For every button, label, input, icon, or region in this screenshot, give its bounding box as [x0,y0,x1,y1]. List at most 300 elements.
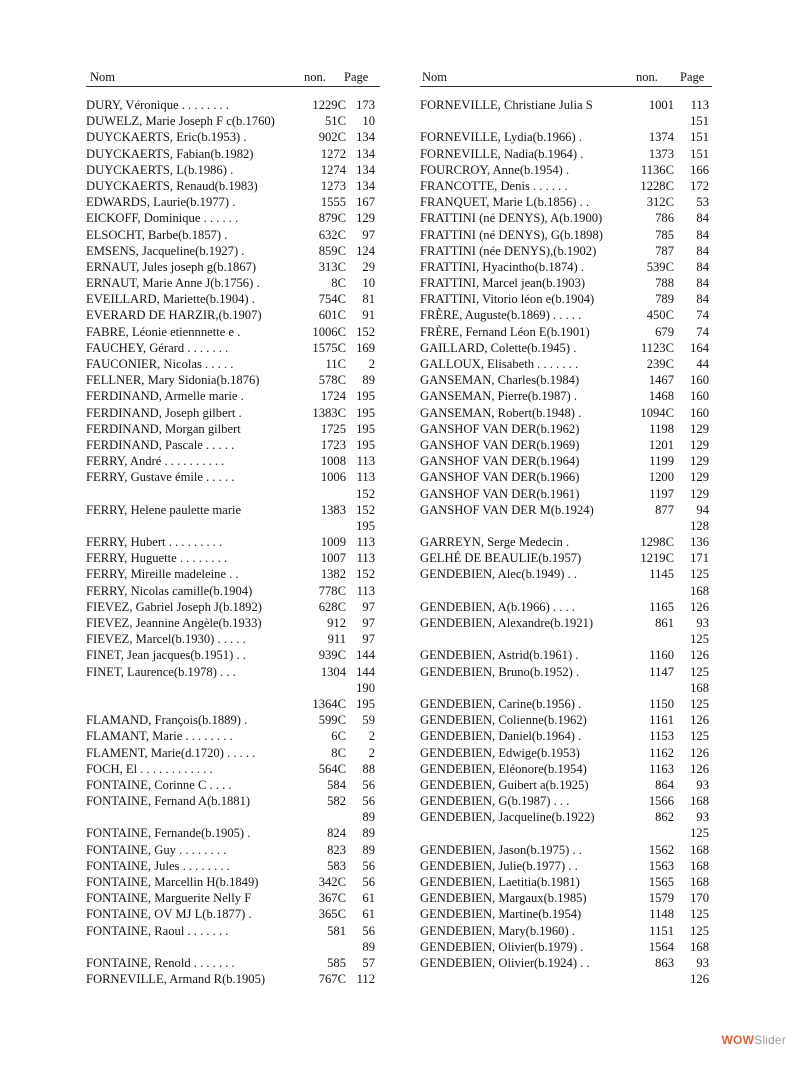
entry-page: 84 [696,243,709,258]
index-entry [86,243,380,259]
entry-name: GENDEBIEN, Jason(b.1975) . . [420,842,582,857]
entry-page: 124 [356,243,375,258]
index-entry [420,437,712,453]
entry-number: 1468 [648,389,674,404]
entry-number: 1364C [312,696,346,711]
entry-page: 56 [362,858,375,873]
index-entry [86,696,380,712]
entry-number: 1298C [640,535,674,550]
index-entry [420,146,712,162]
entry-page: 81 [362,292,375,307]
entry-name: GANSHOF VAN DER M(b.1924) [420,502,594,517]
entry-name: GENDEBIEN, Bruno(b.1952) . [420,664,580,679]
entry-number: 367C [318,891,346,906]
index-entry [420,534,712,550]
entry-number: 912 [327,616,346,630]
entry-number: 1555 [320,195,346,210]
index-entry [420,291,712,307]
entry-number: 1373 [648,146,674,161]
entry-name: FERRY, Mireille madeleine . . [86,567,239,582]
entry-name: FRATTINI (né DENYS), G(b.1898) [420,227,603,242]
entry-page: 152 [356,567,375,582]
entry-number: 1007 [320,551,346,566]
index-entry [420,923,712,939]
entry-name: GENDEBIEN, Alexandre(b.1921) [420,616,594,630]
entry-page: 172 [690,178,709,193]
entry-number: 824 [327,826,346,841]
entry-name: DUYCKAERTS, Renaud(b.1983) [86,178,258,193]
index-entry [86,162,380,178]
index-entry [420,906,712,922]
index-entry [86,955,380,971]
entry-page: 152 [356,324,375,339]
index-entry [420,793,712,809]
entry-page: 93 [696,955,709,970]
entry-number: 911 [327,632,346,647]
entry-page: 168 [690,680,709,695]
index-entry [86,777,380,793]
index-entry [420,777,712,793]
entry-name: FONTAINE, Jules . . . . . . . . [86,858,230,873]
entry-number: 823 [327,842,346,857]
entry-name: FONTAINE, Corinne C . . . . [86,777,232,792]
index-entry [420,129,712,145]
entry-name: EICKOFF, Dominique . . . . . . [86,211,239,226]
index-rows-left [86,97,380,987]
entry-number: 1219C [640,551,674,566]
entry-page: 125 [690,826,709,841]
index-entry [420,858,712,874]
entry-name: FRATTINI, Hyacintho(b.1874) . [420,259,585,274]
entry-name: FOURCROY, Anne(b.1954) . [420,162,570,177]
entry-number: 1566 [648,794,674,809]
entry-page: 56 [362,875,375,889]
entry-number: 583 [327,858,346,873]
entry-number: 1201 [648,437,674,452]
entry-name: GENDEBIEN, Eléonore(b.1954) [420,761,587,776]
index-entry [420,696,712,712]
index-entry [86,502,380,518]
entry-number: 1383 [320,502,346,517]
entry-name: FOCH, El . . . . . . . . . . . . [86,761,213,776]
entry-page: 112 [356,972,375,987]
entry-page: 89 [362,826,375,841]
entry-name: FABRE, Léonie etiennnette e . [86,324,241,339]
index-entry [420,955,712,971]
entry-name: GENDEBIEN, Laetitia(b.1981) [420,875,580,889]
entry-number: 1383C [312,405,346,420]
entry-page: 195 [356,389,375,404]
entry-name: FERDINAND, Joseph gilbert . [86,405,242,420]
entry-number: 859C [318,243,346,258]
entry-number: 1151 [649,923,674,938]
index-entry [86,146,380,162]
index-entry [86,647,380,663]
header-non: non. [636,70,658,84]
index-entry [86,340,380,356]
entry-name: DUYCKAERTS, L(b.1986) . [86,162,234,177]
index-entry [86,469,380,485]
entry-page: 168 [690,858,709,873]
index-column-left [86,70,380,987]
entry-number: 1001 [648,98,674,112]
index-entry [420,259,712,275]
index-entry [86,858,380,874]
entry-page: 89 [362,842,375,857]
entry-number: 1272 [320,146,346,161]
index-entry [86,227,380,243]
index-entry [86,437,380,453]
index-entry [86,194,380,210]
entry-page: 94 [696,502,709,517]
entry-page: 173 [356,98,375,112]
entry-number: 1163 [649,761,674,776]
entry-page: 169 [356,340,375,355]
entry-name: GANSHOF VAN DER(b.1966) [420,470,580,485]
entry-page: 168 [690,875,709,889]
entry-number: 1564 [648,939,674,954]
entry-name: FONTAINE, OV MJ L(b.1877) . [86,907,252,922]
index-entry [420,680,712,696]
entry-page: 125 [690,923,709,938]
entry-name: GANSHOF VAN DER(b.1961) [420,486,580,501]
entry-name: GANSHOF VAN DER(b.1969) [420,437,580,452]
entry-page: 97 [362,599,375,614]
index-entry [420,842,712,858]
entry-page: 168 [690,842,709,857]
entry-name: FONTAINE, Guy . . . . . . . . [86,842,227,857]
entry-page: 195 [356,696,375,711]
entry-page: 168 [690,794,709,809]
index-entry [420,340,712,356]
index-entry [420,502,712,518]
entry-name: EVEILLARD, Mariette(b.1904) . [86,292,255,307]
entry-page: 113 [356,470,375,485]
entry-number: 1274 [320,162,346,177]
watermark-part-a: WOW [721,1033,755,1047]
entry-name: FRATTINI (né DENYS), A(b.1900) [420,211,603,226]
index-entry [420,113,712,129]
index-entry [86,680,380,696]
entry-name: GENDEBIEN, Alec(b.1949) . . [420,567,578,582]
entry-number: 11C [325,357,346,371]
entry-number: 788 [655,276,674,291]
entry-number: 1197 [649,486,674,501]
entry-name: FERRY, Nicolas camille(b.1904) [86,583,253,598]
header-page: Page [680,70,705,84]
entry-number: 1147 [649,664,674,679]
entry-page: 56 [362,923,375,938]
entry-name: ELSOCHT, Barbe(b.1857) . [86,227,228,242]
entry-name: GENDEBIEN, Carine(b.1956) . [420,696,582,711]
index-entry [86,599,380,615]
entry-page: 125 [690,664,709,679]
entry-number: 1725 [320,421,346,436]
entry-page: 113 [356,551,375,566]
entry-page: 2 [368,729,375,744]
index-entry [420,518,712,534]
index-entry [420,971,712,987]
index-entry [86,712,380,728]
entry-page: 84 [696,259,709,274]
entry-page: 134 [356,162,375,177]
entry-name: FERRY, Hubert . . . . . . . . . [86,535,223,550]
entry-name: FERDINAND, Morgan gilbert [86,421,241,436]
index-entry [86,890,380,906]
entry-name: FONTAINE, Fernand A(b.1881) [86,794,251,809]
index-entry [420,194,712,210]
entry-page: 89 [362,810,375,825]
index-entry [86,388,380,404]
entry-page: 170 [690,891,709,906]
entry-number: 1150 [649,696,674,711]
index-entry [86,971,380,987]
index-entry [86,874,380,890]
header-page: Page [344,70,369,84]
entry-page: 84 [696,211,709,226]
entry-number: 902C [318,130,346,145]
index-entry [86,291,380,307]
entry-name: EMSENS, Jacqueline(b.1927) . [86,243,245,258]
entry-number: 1153 [649,729,674,744]
entry-name: FONTAINE, Marguerite Nelly F [86,891,252,906]
index-entry [86,178,380,194]
entry-page: 93 [696,777,709,792]
entry-name: GELHÉ DE BEAULIE(b.1957) [420,551,582,566]
entry-number: 8C [331,276,346,291]
entry-number: 1145 [649,567,674,582]
entry-page: 126 [690,745,709,760]
entry-number: 1228C [640,178,674,193]
entry-name: EDWARDS, Laurie(b.1977) . [86,195,236,210]
index-entry [420,745,712,761]
entry-name: FRATTINI, Marcel jean(b.1903) [420,276,586,291]
entry-name: GENDEBIEN, Olivier(b.1924) . . [420,955,590,970]
entry-name: GENDEBIEN, Astrid(b.1961) . [420,648,579,663]
entry-name: FERRY, Gustave émile . . . . . [86,470,235,485]
entry-page: 126 [690,713,709,728]
index-entry [86,825,380,841]
entry-name: FERRY, Helene paulette marie [86,502,242,517]
entry-page: 61 [362,891,375,906]
entry-name: GENDEBIEN, Colienne(b.1962) [420,713,587,728]
index-entry [420,599,712,615]
entry-page: 126 [690,648,709,663]
index-entry [420,647,712,663]
entry-number: 1199 [649,454,674,469]
entry-name: FONTAINE, Marcellin H(b.1849) [86,875,259,889]
entry-page: 125 [690,696,709,711]
index-entry [86,842,380,858]
entry-page: 152 [356,502,375,517]
index-entry [420,162,712,178]
index-entry [420,874,712,890]
index-entry [420,728,712,744]
entry-page: 168 [690,583,709,598]
entry-page: 195 [356,437,375,452]
index-entry [86,453,380,469]
entry-number: 786 [655,211,674,226]
entry-page: 126 [690,599,709,614]
entry-name: FAUCONIER, Nicolas . . . . . [86,357,234,371]
entry-number: 342C [318,875,346,889]
entry-page: 190 [356,680,375,695]
column-header [86,70,380,87]
entry-number: 8C [331,745,346,760]
index-entry [86,275,380,291]
entry-name: GANSHOF VAN DER(b.1962) [420,421,580,436]
index-entry [86,664,380,680]
entry-number: 1724 [320,389,346,404]
entry-page: 129 [356,211,375,226]
entry-number: 239C [646,357,674,371]
entry-number: 1006C [312,324,346,339]
entry-page: 129 [690,470,709,485]
entry-name: FIEVEZ, Marcel(b.1930) . . . . . [86,632,246,647]
entry-name: FONTAINE, Raoul . . . . . . . [86,923,229,938]
entry-page: 29 [362,259,375,274]
entry-page: 113 [356,454,375,469]
entry-page: 151 [690,114,709,129]
entry-page: 61 [362,907,375,922]
entry-number: 578C [318,373,346,388]
entry-number: 787 [655,243,674,258]
index-entry [86,324,380,340]
index-entry [420,97,712,113]
index-entry [420,227,712,243]
entry-page: 134 [356,178,375,193]
entry-page: 88 [362,761,375,776]
entry-number: 1563 [648,858,674,873]
entry-name: FONTAINE, Renold . . . . . . . [86,955,235,970]
index-entry [86,550,380,566]
index-entry [86,129,380,145]
entry-number: 632C [318,227,346,242]
entry-number: 679 [655,324,674,339]
index-entry [86,486,380,502]
entry-number: 1374 [648,130,674,145]
entry-page: 166 [690,162,709,177]
index-entry [420,631,712,647]
entry-page: 126 [690,761,709,776]
index-column-right [420,70,712,987]
entry-number: 313C [318,259,346,274]
index-entry [86,615,380,631]
entry-number: 789 [655,292,674,307]
entry-page: 74 [696,308,709,323]
entry-name: GARREYN, Serge Medecin . [420,535,570,550]
entry-page: 2 [368,357,375,371]
index-entry [420,890,712,906]
entry-page: 164 [690,340,709,355]
entry-name: GENDEBIEN, Olivier(b.1979) . [420,939,584,954]
index-entry [420,486,712,502]
entry-name: GANSEMAN, Pierre(b.1987) . [420,389,578,404]
index-entry [86,534,380,550]
entry-name: GENDEBIEN, A(b.1966) . . . . [420,599,575,614]
column-header [420,70,712,87]
entry-number: 51C [325,114,346,129]
entry-name: FORNEVILLE, Christiane Julia S [420,98,593,112]
entry-page: 10 [362,114,375,129]
index-entry [420,421,712,437]
entry-number: 1723 [320,437,346,452]
index-entry [86,518,380,534]
entry-name: GANSEMAN, Robert(b.1948) . [420,405,582,420]
entry-page: 56 [362,777,375,792]
index-entry [420,275,712,291]
entry-number: 564C [318,761,346,776]
index-entry [420,825,712,841]
index-entry [86,793,380,809]
entry-number: 778C [318,583,346,598]
entry-page: 91 [362,308,375,323]
entry-page: 125 [690,567,709,582]
entry-number: 1136C [640,162,674,177]
entry-page: 144 [356,664,375,679]
entry-name: FINET, Laurence(b.1978) . . . [86,664,236,679]
entry-number: 864 [655,777,674,792]
entry-page: 89 [362,939,375,954]
entry-page: 125 [690,729,709,744]
entry-number: 1198 [649,421,674,436]
entry-page: 2 [368,745,375,760]
entry-name: FLAMANT, Marie . . . . . . . . [86,729,233,744]
entry-page: 56 [362,794,375,809]
entry-page: 113 [690,98,709,112]
entry-number: 1006 [320,470,346,485]
entry-page: 126 [690,972,709,987]
entry-number: 539C [646,259,674,274]
entry-name: EVERARD DE HARZIR,(b.1907) [86,308,262,323]
entry-number: 365C [318,907,346,922]
entry-number: 1009 [320,535,346,550]
entry-name: FERDINAND, Pascale . . . . . [86,437,235,452]
entry-number: 1579 [648,891,674,906]
watermark-logo [722,1033,786,1047]
index-entry [420,356,712,372]
entry-page: 151 [690,130,709,145]
entry-number: 862 [655,810,674,825]
entry-name: GANSHOF VAN DER(b.1964) [420,454,580,469]
entry-number: 1008 [320,454,346,469]
index-entry [420,664,712,680]
entry-number: 785 [655,227,674,242]
entry-name: ERNAUT, Jules joseph g(b.1867) [86,259,257,274]
entry-name: FLAMAND, François(b.1889) . [86,713,248,728]
entry-name: FERRY, André . . . . . . . . . . [86,454,225,469]
entry-number: 599C [318,713,346,728]
entry-number: 1273 [320,178,346,193]
index-entry [86,745,380,761]
entry-name: FELLNER, Mary Sidonia(b.1876) [86,373,260,388]
entry-number: 1562 [648,842,674,857]
entry-number: 1123C [640,340,674,355]
entry-page: 134 [356,130,375,145]
index-entry [420,372,712,388]
entry-page: 74 [696,324,709,339]
entry-page: 195 [356,421,375,436]
index-entry [86,566,380,582]
index-entry [420,712,712,728]
entry-page: 144 [356,648,375,663]
entry-name: GENDEBIEN, Martine(b.1954) [420,907,582,922]
index-entry [420,324,712,340]
entry-name: FIEVEZ, Jeannine Angèle(b.1933) [86,616,262,630]
entry-name: FIEVEZ, Gabriel Joseph J(b.1892) [86,599,262,614]
entry-number: 767C [318,972,346,987]
entry-page: 151 [690,146,709,161]
